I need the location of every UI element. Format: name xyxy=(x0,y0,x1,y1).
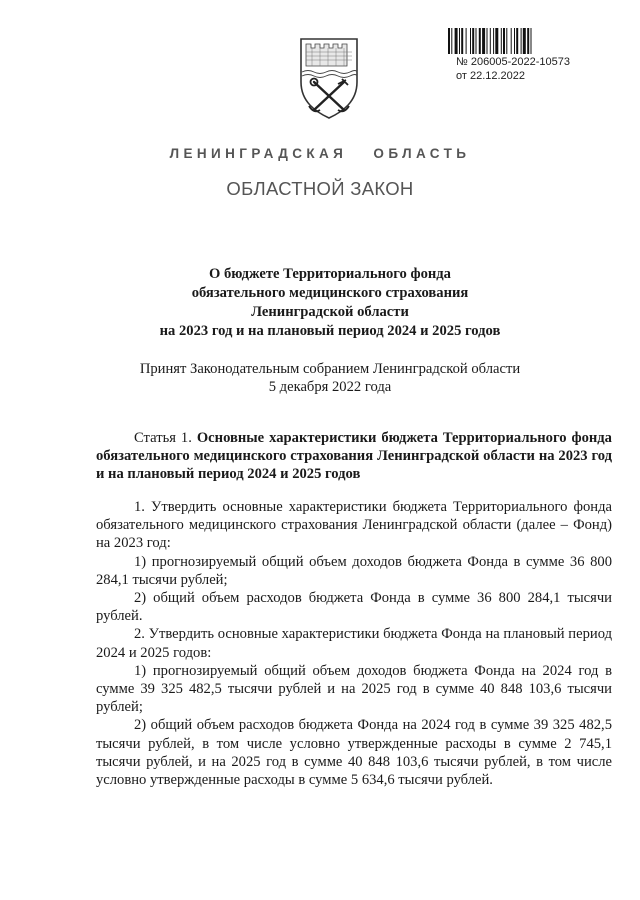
registration-date: от 22.12.2022 xyxy=(456,70,526,82)
article-label: Статья 1. xyxy=(134,430,192,446)
law-title-line: Ленинградской области xyxy=(251,304,409,320)
paragraph: 2. Утвердить основные характеристики бюджета Фонда на плановый период 2024 и 2025 годов: xyxy=(96,626,612,661)
leningrad-oblast-coat-of-arms-icon xyxy=(298,36,360,120)
registration-number: № 206005-2022-10573 xyxy=(456,56,570,68)
adoption-date: 5 декабря 2022 года xyxy=(268,379,392,395)
article-title: Основные характеристики бюджета Территориального фонда обязательного медицинского страхования Ленинградской области на 2023 год и на плановый период 2024 и 2025 годов xyxy=(96,430,612,482)
paragraph: 1. Утвердить основные характеристики бюджета Территориального фонда обязательного медицинского страхования Ленинградской области (далее – Фонд) на 2023 год: xyxy=(96,499,612,552)
paragraph: 2) общий объем расходов бюджета Фонда в сумме 36 800 284,1 тысячи рублей. xyxy=(96,590,612,625)
law-type: ОБЛАСТНОЙ ЗАКОН xyxy=(226,178,414,199)
region-name: ЛЕНИНГРАДСКАЯ ОБЛАСТЬ xyxy=(169,146,471,161)
adoption-line: Принят Законодательным собранием Ленинградской области xyxy=(139,361,521,377)
law-title-line: обязательного медицинского страхования xyxy=(191,285,469,301)
law-title-line: О бюджете Территориального фонда xyxy=(209,266,451,282)
paragraph: 1) прогнозируемый общий объем доходов бюджета Фонда в сумме 36 800 284,1 тысячи рублей; xyxy=(96,553,612,588)
adoption-note xyxy=(60,360,600,396)
article-heading xyxy=(96,429,612,483)
barcode-icon xyxy=(448,28,596,54)
paragraph: 2) общий объем расходов бюджета Фонда на 2024 год в сумме 39 325 482,5 тысячи рублей, в том числе условно утвержденные расходы в сумме 2 745,1 тысячи рублей, и на 2025 год в сумме 40 848 103,6 тысячи рублей, в том числе условно утвержденные расходы в сумме 5 634,6 тысячи рублей. xyxy=(96,717,612,789)
law-title-line: на 2023 год и на плановый период 2024 и 2025 годов xyxy=(159,323,501,339)
law-title xyxy=(60,265,600,341)
paragraph: 1) прогнозируемый общий объем доходов бюджета Фонда на 2024 год в сумме 39 325 482,5 тысячи рублей и на 2025 год в сумме 40 848 103,6 тысячи рублей; xyxy=(96,662,612,716)
article-body xyxy=(96,498,612,789)
